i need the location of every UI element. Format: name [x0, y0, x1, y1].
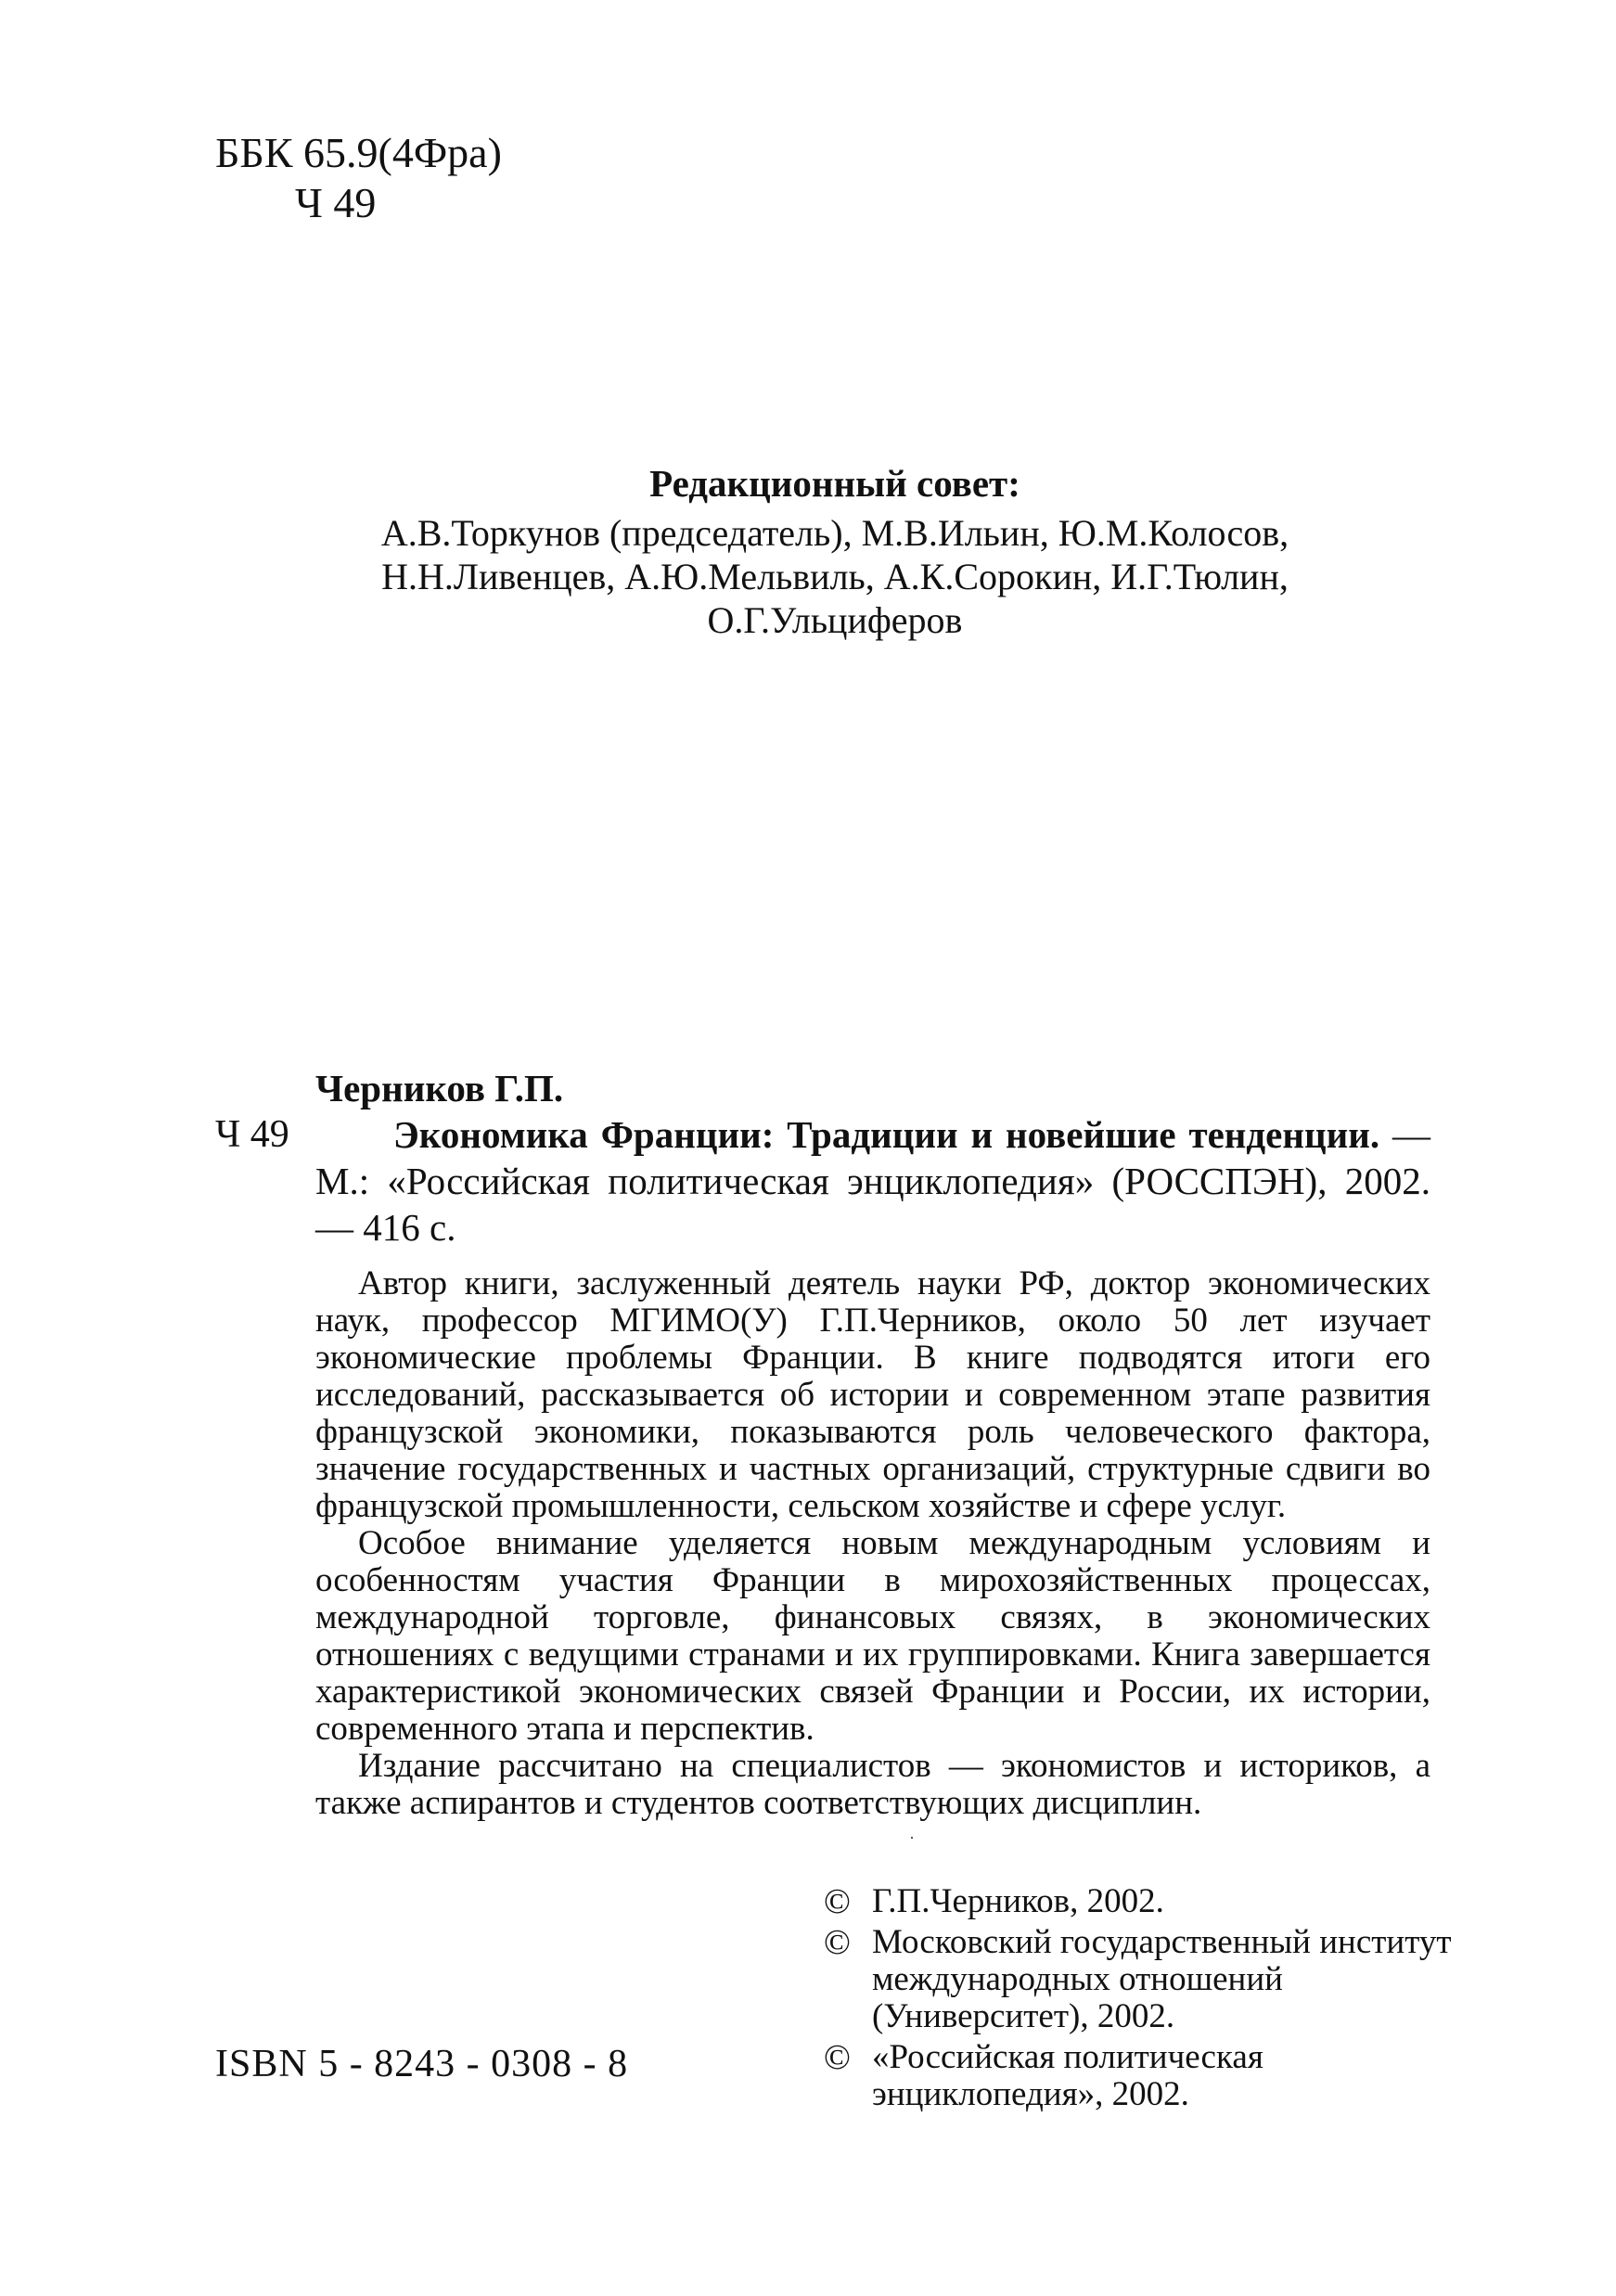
bbk-author-mark: Ч 49	[295, 179, 377, 226]
bbk-code: ББК 65.9(4Фра)	[215, 129, 502, 176]
card-index-mark: Ч 49	[215, 1113, 289, 1156]
copyright-item	[824, 1924, 1473, 2035]
card-title	[315, 1111, 1430, 1251]
book-imprint: — М.: «Российская политическая энциклопедия» (РОССПЭН), 2002. — 416 с.	[315, 1113, 1431, 1249]
copyright-item	[824, 2039, 1473, 2113]
copyright-block	[824, 1883, 1473, 2117]
editorial-council-members: А.В.Торкунов (председатель), М.В.Ильин, Ю.М.Колосов, Н.Н.Ливенцев, А.Ю.Мельвиль, А.К.Сорокин, И.Г.Тюлин, О.Г.Ульциферов	[380, 512, 1289, 641]
isbn: ISBN 5 - 8243 - 0308 - 8	[215, 2043, 629, 2085]
copyright-icon: ©	[824, 1923, 851, 1962]
copyright-text: Г.П.Черников, 2002.	[872, 1882, 1164, 1920]
annotation-paragraph: Издание рассчитано на специалистов — экономистов и историков, а также аспирантов и студентов соответствующих дисциплин.	[315, 1747, 1430, 1822]
annotation	[315, 1265, 1430, 1822]
card-title-row	[215, 1111, 1430, 1251]
copyright-item	[824, 1883, 1473, 1920]
copyright-text: Московский государственный институт международных отношений (Университет), 2002.	[872, 1923, 1452, 2035]
copyright-icon: ©	[824, 1882, 851, 1921]
copyright-icon: ©	[824, 2038, 851, 2077]
annotation-paragraph: Особое внимание уделяется новым международным условиям и особенностям участия Франции в мирохозяйственных процессах, международной торговле, финансовых связях, в экономических отношениях с ведущими странами и их группировками. Книга завершается характеристикой экономических связей Франции и России, их истории, современного этапа и перспектив.	[315, 1524, 1430, 1748]
card-author: Черников Г.П.	[315, 1067, 564, 1110]
copyright-text: «Российская политическая энциклопедия», 2002.	[872, 2038, 1263, 2113]
print-speck	[911, 1837, 913, 1839]
annotation-paragraph: Автор книги, заслуженный деятель науки РФ, доктор экономических наук, профессор МГИМО(У) Г.П.Черников, около 50 лет изучает экономические проблемы Франции. В книге подводятся итоги его исследований, рассказывается об истории и современном этапе развития французской экономики, показываются роль человеческого фактора, значение государственных и частных организаций, структурные сдвиги во французской промышленности, сельском хозяйстве и сфере услуг.	[315, 1264, 1430, 1525]
bbk-classification	[215, 128, 502, 228]
editorial-council	[278, 462, 1392, 642]
editorial-council-heading: Редакционный совет:	[649, 462, 1020, 505]
catalog-card	[215, 1065, 1430, 1822]
book-title: Экономика Франции: Традиции и новейшие тенденции.	[393, 1113, 1380, 1156]
